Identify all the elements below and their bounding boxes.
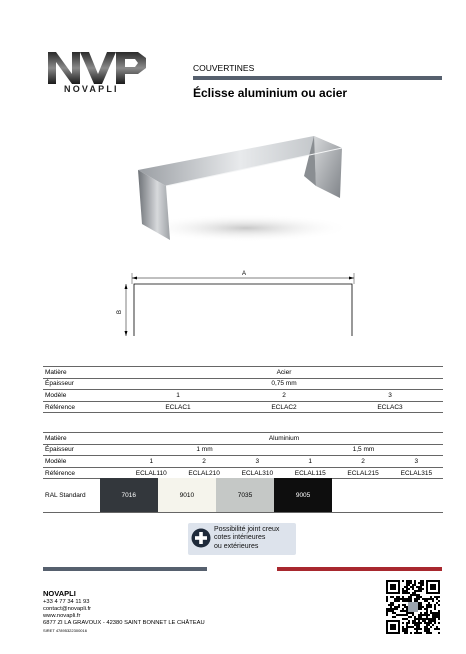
table-row (43, 456, 443, 468)
tip-line: ou extérieures (214, 542, 259, 550)
table-cell: Acier (125, 367, 443, 379)
table-cell: ECLAL310 (231, 467, 284, 479)
table-row (43, 444, 443, 456)
row-label: Référence (43, 401, 125, 413)
footer-divider-grey (43, 567, 207, 571)
footer-contact (43, 590, 205, 634)
footer-website[interactable]: www.novapli.fr (43, 613, 81, 619)
ral-swatch-7016: 7016 (100, 478, 158, 513)
tip-line: Possibilité joint creux (214, 526, 280, 533)
table-cell: 3 (337, 390, 443, 402)
category-label: COUVERTINES (193, 63, 255, 73)
table-cell: ECLAL210 (178, 467, 231, 479)
table-cell: 3 (231, 456, 284, 468)
table-cell: ECLAC1 (125, 401, 231, 413)
table-row (43, 401, 443, 413)
header-divider (193, 76, 442, 80)
row-label: Matière (43, 367, 125, 379)
row-label: Référence (43, 467, 125, 479)
footer-email[interactable]: contact@novapli.fr (43, 606, 92, 612)
tip-line: cotes intérieures (214, 534, 266, 542)
empty-cell (332, 478, 443, 513)
footer-siret: SIRET 47895322300016 (43, 628, 87, 633)
table-cell: 0,75 mm (125, 378, 443, 390)
plus-circle-icon (191, 528, 211, 548)
table-cell: Aluminium (125, 433, 443, 445)
footer-phone: +33 4 77 34 11 93 (43, 599, 90, 605)
table-cell: 1 mm (125, 444, 284, 456)
row-label: Épaisseur (43, 444, 125, 456)
table-cell: 3 (390, 456, 443, 468)
ral-color-table (43, 478, 443, 513)
ral-swatch-9005: 9005 (274, 478, 332, 513)
spec-table-acier (43, 366, 443, 413)
qr-code (386, 580, 440, 634)
row-label: Modèle (43, 456, 125, 468)
spec-table-aluminium (43, 432, 443, 479)
ral-swatch-9010: 9010 (158, 478, 216, 513)
table-cell: 1 (284, 456, 337, 468)
page-title: Éclisse aluminium ou acier (193, 86, 348, 100)
table-row (43, 378, 443, 390)
table-cell: ECLAL215 (336, 467, 389, 479)
footer-divider-red (277, 567, 442, 571)
dimension-b-label: B (117, 309, 124, 315)
dimension-a-label: A (242, 271, 247, 277)
table-row (43, 367, 443, 379)
table-cell: 2 (231, 390, 337, 402)
table-cell: 1 (125, 456, 178, 468)
table-cell: ECLAL315 (390, 467, 443, 479)
row-label: Modèle (43, 390, 125, 402)
brand-subtitle: NOVAPLI (64, 84, 119, 94)
footer-address: 6877 ZI LA GRAVOUX - 42380 SAINT BONNET LE CHÂTEAU (43, 620, 205, 626)
table-cell: ECLAL115 (284, 467, 337, 479)
tip-text (214, 526, 279, 551)
table-cell: 2 (336, 456, 389, 468)
table-cell: 2 (178, 456, 231, 468)
table-cell: ECLAL110 (125, 467, 178, 479)
table-cell: 1 (125, 390, 231, 402)
technical-drawing (118, 270, 368, 342)
row-label: Épaisseur (43, 378, 125, 390)
table-row (43, 433, 443, 445)
ral-label: RAL Standard (43, 478, 100, 513)
tip-box (188, 523, 296, 555)
table-cell: 1,5 mm (284, 444, 443, 456)
table-cell: ECLAC2 (231, 401, 337, 413)
row-label: Matière (43, 433, 125, 445)
product-photo (126, 128, 356, 248)
footer-company: NOVAPLI (43, 589, 76, 598)
table-row (43, 478, 443, 513)
ral-swatch-7035: 7035 (216, 478, 274, 513)
table-cell: ECLAC3 (337, 401, 443, 413)
table-row (43, 390, 443, 402)
